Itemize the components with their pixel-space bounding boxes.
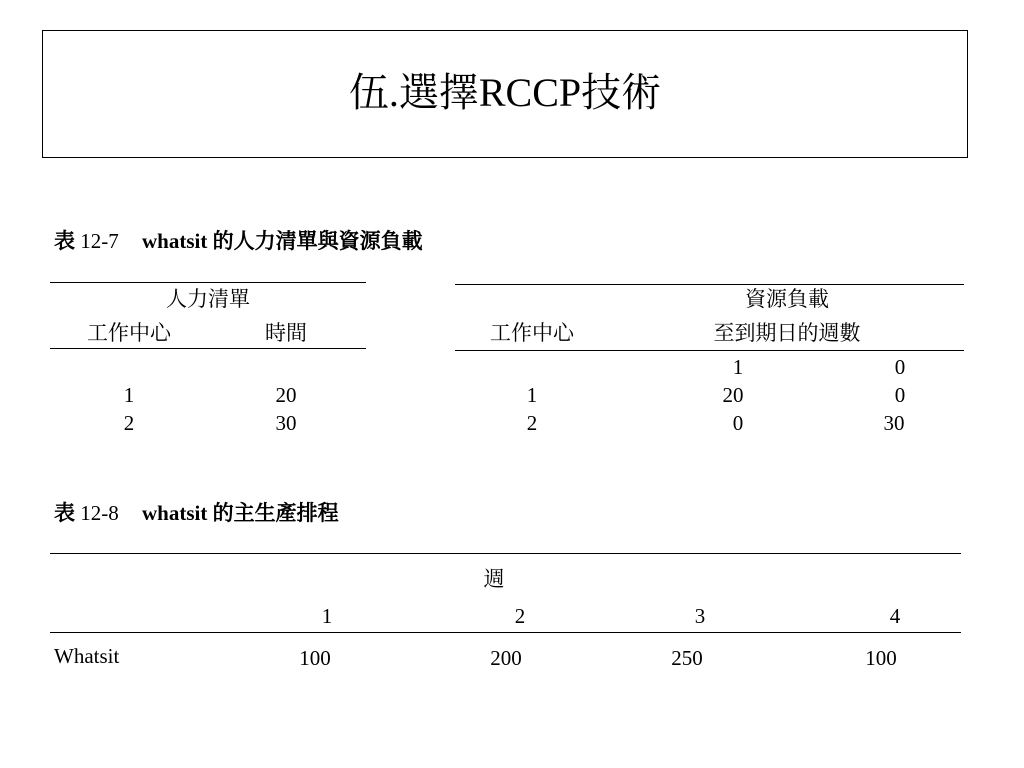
table-cell: 1 — [123, 383, 135, 407]
table-rule-top — [50, 282, 366, 283]
col-header-weeks-to-due: 至到期日的週數 — [713, 321, 861, 345]
table-cell: 1 — [526, 383, 538, 407]
caption-label: 表 — [54, 229, 75, 253]
week-header: 1 — [321, 604, 333, 628]
table-cell: 100 — [865, 646, 897, 670]
table-cell: 2 — [123, 411, 135, 435]
table-rule-header — [50, 348, 366, 349]
caption-text: whatsit 的主生產排程 — [142, 501, 339, 525]
caption-number: 12-7 — [80, 229, 119, 253]
table-12-7-caption — [54, 228, 423, 254]
table-cell: 2 — [526, 411, 538, 435]
table-cell: 200 — [490, 646, 522, 670]
table-rule-header — [455, 350, 964, 351]
table-cell: 30 — [883, 411, 905, 435]
title-box — [42, 30, 968, 158]
table-cell: 0 — [732, 411, 744, 435]
row-label: Whatsit — [54, 644, 120, 668]
table-cell: 20 — [275, 383, 297, 407]
table-cell: 20 — [722, 383, 744, 407]
week-header: 1 — [732, 355, 744, 379]
col-header-time: 時間 — [265, 321, 307, 345]
caption-label: 表 — [54, 501, 75, 525]
caption-number: 12-8 — [80, 501, 119, 525]
col-header-work-center: 工作中心 — [87, 321, 171, 345]
table-rule-top — [455, 284, 964, 285]
resource-load-header: 資源負載 — [745, 287, 829, 311]
week-header: 0 — [894, 355, 906, 379]
table-cell: 0 — [894, 383, 906, 407]
table-cell: 250 — [671, 646, 703, 670]
labor-bill-header: 人力清單 — [166, 287, 250, 311]
week-header: 4 — [889, 604, 901, 628]
week-group-header: 週 — [483, 567, 505, 591]
table-cell: 100 — [299, 646, 331, 670]
table-rule-top — [50, 553, 961, 554]
week-header: 2 — [514, 604, 526, 628]
table-cell: 30 — [275, 411, 297, 435]
table-rule-header — [50, 632, 961, 633]
caption-text: whatsit 的人力清單與資源負載 — [142, 229, 423, 253]
col-header-work-center: 工作中心 — [490, 321, 574, 345]
table-12-8-caption — [54, 500, 339, 526]
week-header: 3 — [694, 604, 706, 628]
slide-title: 伍.選擇RCCP技術 — [348, 70, 662, 115]
